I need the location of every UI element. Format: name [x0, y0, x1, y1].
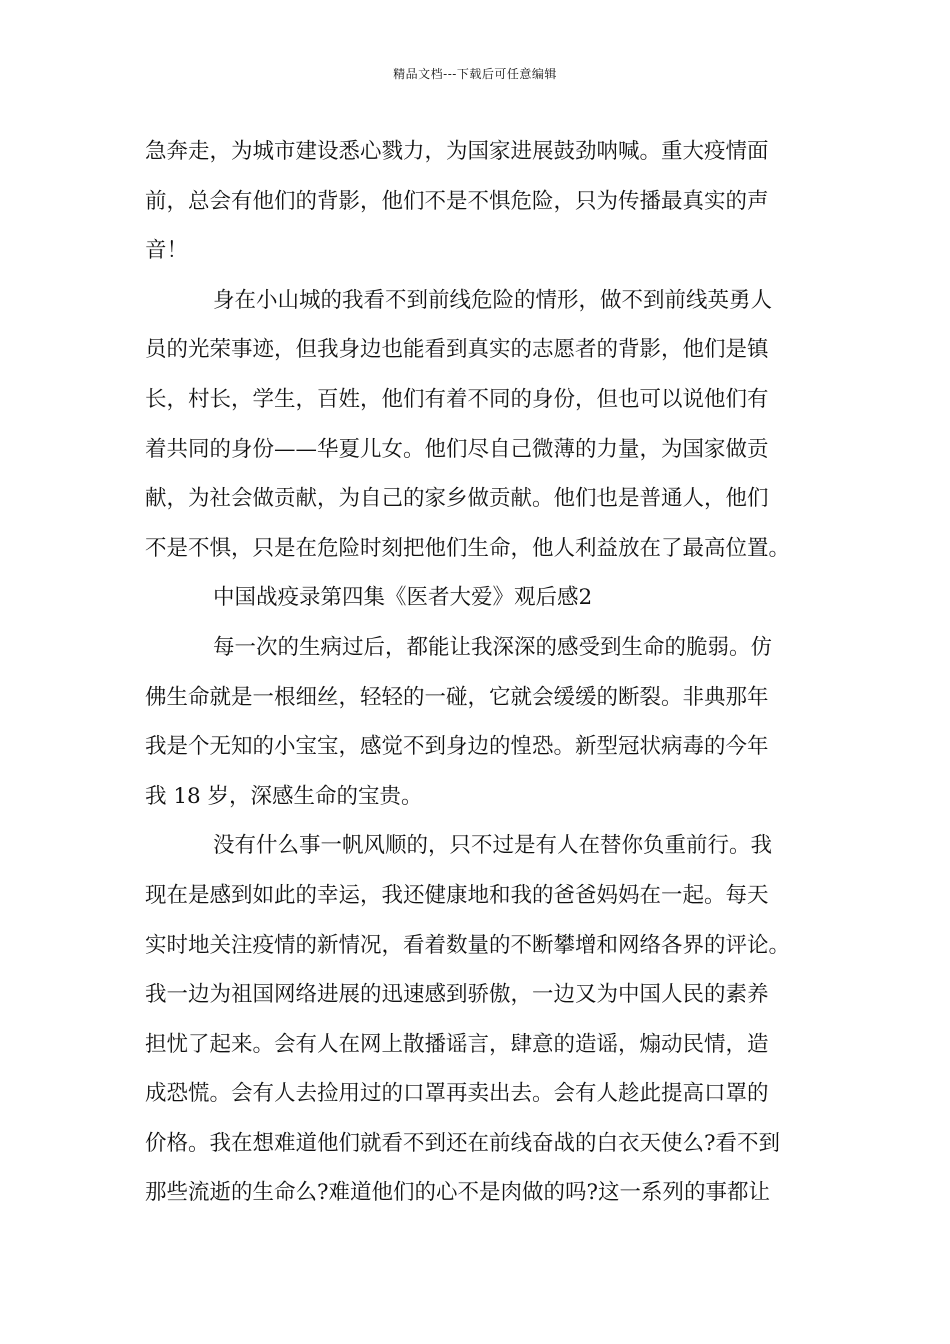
text-line: 音！: [145, 238, 189, 264]
text-line: 没有什么事一帆风顺的，只不过是有人在替你负重前行。我: [213, 833, 773, 859]
text-line: 价格。我在想难道他们就看不到还在前线奋战的白衣天使么?看不到: [145, 1130, 781, 1156]
page-header: 精品文档---下载后可任意编辑: [393, 67, 557, 81]
text-line: 前，总会有他们的背影，他们不是不惧危险，只为传播最真实的声: [145, 188, 769, 214]
text-line: 员的光荣事迹，但我身边也能看到真实的志愿者的背影，他们是镇: [145, 337, 769, 363]
text-line: 着共同的身份——华夏儿女。他们尽自己微薄的力量，为国家做贡: [145, 436, 769, 462]
text-line: 献，为社会做贡献，为自己的家乡做贡献。他们也是普通人，他们: [145, 486, 769, 512]
text-line: 每一次的生病过后，都能让我深深的感受到生命的脆弱。仿: [213, 634, 773, 660]
text-line: 那些流逝的生命么?难道他们的心不是肉做的吗?这一系列的事都让: [145, 1180, 771, 1206]
text-line: 我一边为祖国网络进展的迅速感到骄傲，一边又为中国人民的素养: [145, 982, 769, 1008]
text-line: 担忧了起来。会有人在网上散播谣言，肆意的造谣，煽动民情，造: [145, 1031, 769, 1057]
text-line: 长，村长，学生，百姓，他们有着不同的身份，但也可以说他们有: [145, 386, 769, 412]
text-line: 佛生命就是一根细丝，轻轻的一碰，它就会缓缓的断裂。非典那年: [145, 684, 769, 710]
text-line: 身在小山城的我看不到前线危险的情形，做不到前线英勇人: [213, 287, 773, 313]
text-line: 我是个无知的小宝宝，感觉不到身边的惶恐。新型冠状病毒的今年: [145, 734, 769, 760]
document-body: [145, 127, 820, 1218]
text-line: 我 18 岁，深感生命的宝贵。: [145, 783, 423, 809]
text-line: 急奔走，为城市建设悉心戮力，为国家进展鼓劲呐喊。重大疫情面: [145, 139, 769, 164]
text-line: 实时地关注疫情的新情况，看着数量的不断攀增和网络各界的评论。: [145, 932, 791, 958]
text-line: 不是不惧，只是在危险时刻把他们生命，他人利益放在了最高位置。: [145, 535, 791, 561]
text-line: 现在是感到如此的幸运，我还健康地和我的爸爸妈妈在一起。每天: [145, 882, 769, 908]
text-line: 成恐慌。会有人去捡用过的口罩再卖出去。会有人趁此提高口罩的: [145, 1081, 769, 1107]
text-line: 中国战疫录第四集《医者大爱》观后感2: [213, 585, 593, 611]
